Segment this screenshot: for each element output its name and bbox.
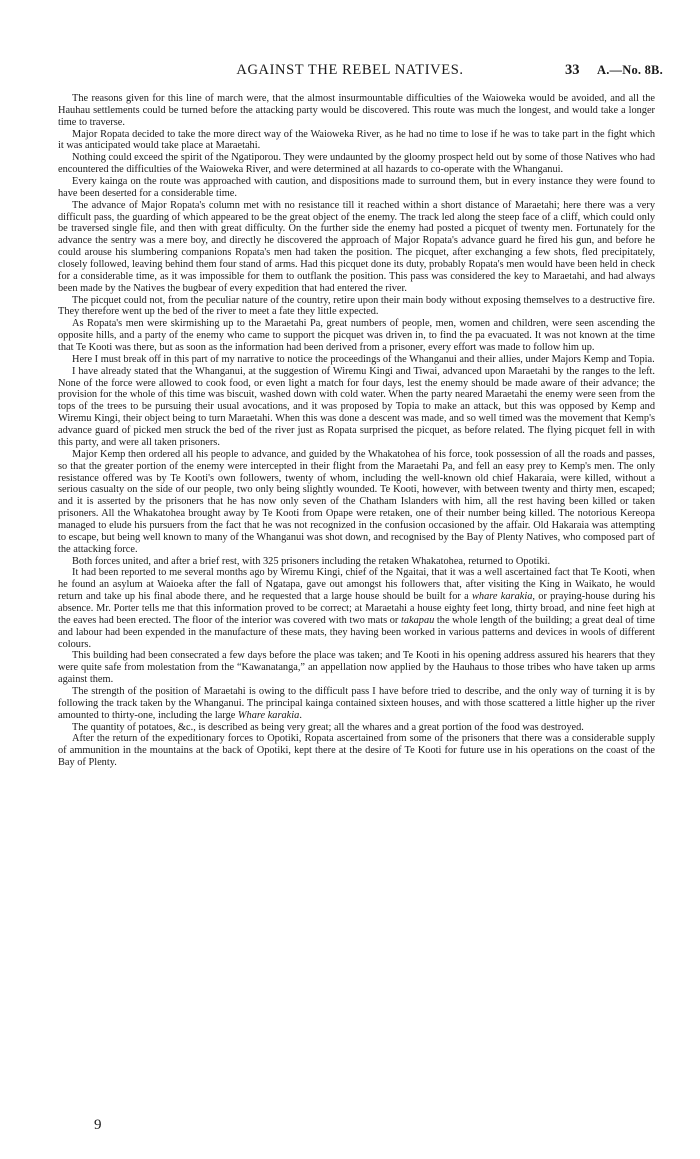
signature-folio: 9 (94, 1117, 102, 1133)
paragraph: The reasons given for this line of march were, that the almost insurmountable difficulties of the Waioweka would be avoided, and all the Hauhau settlements could be turned before the attacking party would be discovered. This route was much the longest, and would take a longer time to traverse. (58, 93, 655, 128)
page-number: 33 (565, 62, 580, 78)
paragraph: The quantity of potatoes, &c., is described as being very great; all the whares and a great portion of the food was destroyed. (72, 721, 584, 733)
paragraph: The advance of Major Ropata's column met with no resistance till it reached within a short distance of Maraetahi; here there was a very difficult pass, the guarding of which appeared to be the great object of the enemy. The track led along the steep face of a cliff, which could only be traversed single file, and then with great difficulty. On the further side the enemy had posted a picquet of twenty men. Fortunately for the advance the sentry was a mere boy, and directly he discovered the approach of Major Ropata's advance guard he fired his gun, and before he could arouse his slumbering companions Ropata's men had taken the position. The picquet, after exchanging a few shots, fled precipitately, closely followed, leaving behind them four stand of arms. Had this picquet done its duty, probably Ropata's men would have been held in check for a considerable time, as it was impossible for them to outflank the position. This pass was considered the key to Maraetahi, and had always been made by the Natives the bugbear of every expedition that had entered the river. (58, 199, 655, 294)
paragraph: As Ropata's men were skirmishing up to the Maraetahi Pa, great numbers of people, men, women and children, were seen ascending the opposite hills, and a party of the enemy who came to support the picquet was driven in, to find the pa evacuated. It was not known at the time that Te Kooti was there, but as soon as the information had been derived from a prisoner, every effort was made to follow him up. (58, 318, 655, 354)
italic-term: whare karakia (472, 591, 533, 603)
paragraph: I have already stated that the Whanganui, at the suggestion of Wiremu Kingi and Tiwai, advanced upon Maraetahi by the ranges to the left. None of the force were allowed to cook food, or even light a match for four days, lest the enemy should be made aware of their advance; the provision for the whole of this time was biscuit, washed down with cold water. When the party neared Maraetahi the enemy were seen from the tops of the trees to be pursuing their usual avocations, and it was proposed by Topia to make an attack, but this was opposed by Kemp and Wiremu Kingi, their object being to turn Maraetahi. When this was done a descent was made, and so well timed was the movement that Kemp's advance guard of picked men struck the bed of the river just as Ropata surprised the picquet, as before related. The flying picquet fell in with this party, and were all taken prisoners. (58, 365, 655, 448)
paragraph: Major Ropata decided to take the more direct way of the Waioweka River, as he had no time to lose if he was to take part in the fight which it was anticipated would take place at Maraetahi. (58, 128, 655, 152)
paragraph: This building had been consecrated a few days before the place was taken; and Te Kooti in his opening address assured his hearers that they were quite safe from molestation from the “Kawanatanga,” an appellation now applied by the Hauhaus to those tribes who have taken up arms against them. (58, 650, 655, 686)
paragraph: Here I must break off in this part of my narrative to notice the proceedings of the Whanganui and their allies, under Majors Kemp and Topia. (72, 353, 655, 365)
italic-term: takapau (400, 614, 435, 626)
paragraph: The picquet could not, from the peculiar nature of the country, retire upon their main body without exposing themselves to a destructive fire. They therefore went up the bed of the river to meet a fate they little expected. (58, 294, 655, 318)
italic-term: Whare karakia (237, 709, 300, 721)
paragraph: The strength of the position of Maraetahi is owing to the difficult pass I have before tried to describe, and the only way of turning it is by following the track taken by the Whanganui. The principal kainga contained sixteen houses, and with those scattered a little higher up the river amounted to thirty-one, including the large Whare karakia. (58, 685, 655, 721)
page-title: AGAINST THE REBEL NATIVES. (236, 62, 464, 78)
paragraph: It had been reported to me several months ago by Wiremu Kingi, chief of the Ngaitai, that it was a well ascertained fact that Te Kooti, when he found an asylum at Waioeka after the fall of Ngatapa, gave out amongst his followers that, after visiting the King in Waikato, he would return and take up his final abode there, and he requested that a large house should be built for a whare karakia, or praying-house during his absence. Mr. Porter tells me that this information proved to be correct; at Maraetahi a house eighty feet long, thirty broad, and nine feet high at the eaves had been erected. The floor of the interior was covered with two mats or takapau the whole length of the building; a great deal of time and labour had been expended in the manufacture of these mats, they having been worked in various patterns and devices in wools of different colours. (58, 567, 656, 650)
paragraph: Both forces united, and after a brief rest, with 325 prisoners including the retaken Whakatohea, returned to Opotiki. (72, 555, 551, 567)
paragraph: After the return of the expeditionary forces to Opotiki, Ropata ascertained from some of the prisoners that there was a considerable supply of ammunition in the mountains at the back of Opotiki, kept there at the desire of Te Kooti for future use in his operations on the coast of the Bay of Plenty. (58, 733, 655, 769)
paragraph: Major Kemp then ordered all his people to advance, and guided by the Whakatohea of his force, took possession of all the roads and passes, so that the greater portion of the enemy were intercepted in their flight from the Maraetahi Pa, and fell an easy prey to Kemp's men. The only resistance offered was by Te Kooti's own followers, twenty of whom, including the well-known old chief Hakaraia, were killed, without a serious casualty on the side of our people, two only being slightly wounded. Te Kooti, however, with between twenty and thirty men, escaped; and it is asserted by the prisoners that he has now only seven of the Chatham Islanders with him, all the rest having been killed or taken prisoners. All the Whakatohea brought away by Te Kooti from Opape were retaken, one of their number being killed. The notorious Kereopa managed to elude his pursuers from the fact that he was not recognized in the confusion occasioned by the affair. Old Hakaraia was attempting to escape, but being well known to many of the Whanganui was shot down, and recognised by the Bay of Plenty Natives, who composed part of the attacking force. (58, 448, 655, 555)
paragraph: Every kainga on the route was approached with caution, and dispositions made to surround them, but in every instance they were found to have been deserted for a considerable time. (58, 176, 655, 199)
paragraph: Nothing could exceed the spirit of the Ngatiporou. They were undaunted by the gloomy prospect held out by some of those Natives who had encountered the difficulties of the Waioweka River, and were determined at all hazards to co-operate with the Whanganui. (58, 152, 655, 176)
paper-reference: A.—No. 8B. (597, 63, 663, 77)
running-head (0, 62, 700, 82)
body-text (58, 93, 655, 769)
